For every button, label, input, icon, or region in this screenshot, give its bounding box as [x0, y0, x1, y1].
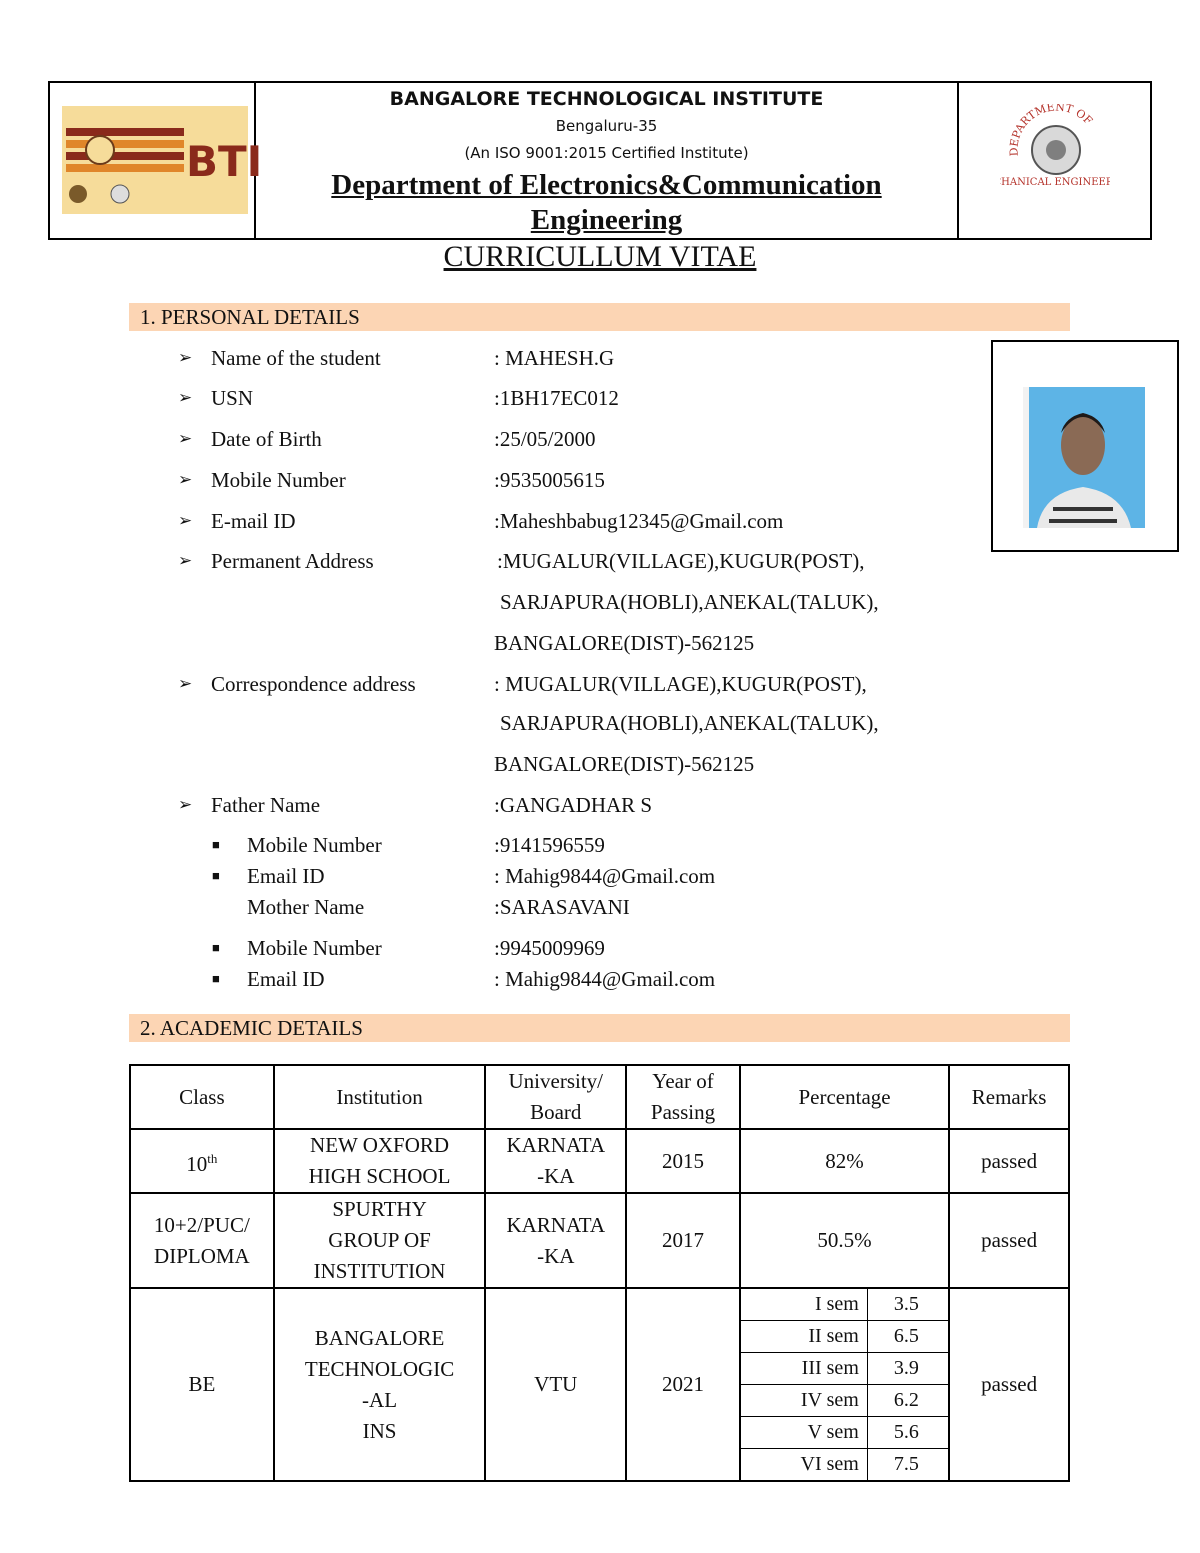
square-bullet-icon: ■: [212, 837, 220, 852]
mother-name-value: :SARASAVANI: [494, 895, 630, 919]
semester-row: [741, 1449, 948, 1481]
semester-value: 6.5: [867, 1321, 948, 1353]
class-superscript: th: [207, 1150, 218, 1166]
class-cell: BE: [130, 1288, 274, 1481]
mother-mobile-value: :9945009969: [494, 936, 605, 960]
semester-name: II sem: [741, 1321, 868, 1353]
academic-section-title: 2. ACADEMIC DETAILS: [140, 1016, 363, 1040]
permanent-address-line1: :MUGALUR(VILLAGE),KUGUR(POST),: [497, 549, 865, 573]
seal-text-top: DEPARTMENT OF: [1007, 104, 1096, 157]
square-bullet-icon: ■: [212, 868, 220, 883]
header-year-line1: Year of: [652, 1069, 714, 1093]
header-year: [626, 1065, 740, 1129]
student-photo-graphic: [1023, 387, 1145, 528]
arrow-bullet-icon: ➢: [178, 674, 193, 693]
dob-value: :25/05/2000: [494, 427, 596, 451]
board-line: -KA: [537, 1243, 575, 1268]
semester-row: [741, 1289, 948, 1321]
institution-line: GROUP OF: [328, 1228, 431, 1252]
table-row: [130, 1193, 1069, 1288]
remarks-cell: passed: [949, 1129, 1069, 1193]
institution-cell: [274, 1193, 486, 1288]
semester-value: 6.2: [867, 1385, 948, 1417]
semester-value: 3.5: [867, 1289, 948, 1321]
class-line: 10+2/PUC/: [153, 1212, 250, 1237]
permanent-address-line3: BANGALORE(DIST)-562125: [494, 631, 755, 655]
department-seal-graphic: [1000, 104, 1110, 204]
father-email-value: : Mahig9844@Gmail.com: [494, 864, 716, 888]
semester-name: VI sem: [741, 1449, 868, 1481]
semester-row: [741, 1321, 948, 1353]
board-line: KARNATA: [506, 1212, 606, 1237]
arrow-bullet-icon: ➢: [178, 795, 193, 814]
usn-label: USN: [211, 386, 254, 410]
institution-line: NEW OXFORD: [310, 1133, 450, 1157]
academic-table: [129, 1064, 1070, 1482]
year-cell: 2015: [626, 1129, 740, 1193]
department-seal: [1000, 104, 1110, 204]
name-value: : MAHESH.G: [494, 346, 615, 370]
permanent-address-label: Permanent Address: [211, 549, 374, 573]
table-row: [130, 1129, 1069, 1193]
semester-cell: [740, 1288, 949, 1481]
correspondence-address-line3: BANGALORE(DIST)-562125: [494, 752, 755, 776]
correspondence-address-line2: SARJAPURA(HOBLI),ANEKAL(TALUK),: [500, 711, 879, 735]
board-cell: VTU: [485, 1288, 626, 1481]
arrow-bullet-icon: ➢: [178, 511, 193, 530]
arrow-bullet-icon: ➢: [178, 429, 193, 448]
board-cell: [485, 1129, 626, 1193]
semester-table: [741, 1289, 948, 1480]
class-value: 10: [186, 1151, 208, 1176]
dob-label: Date of Birth: [211, 427, 322, 451]
institution-line: INS: [362, 1418, 397, 1443]
department-title-line2: Engineering: [530, 204, 683, 236]
header-year-line2: Passing: [650, 1100, 716, 1124]
institution-line: INSTITUTION: [313, 1259, 446, 1283]
department-title-line1: Department of Electronics&Communication: [331, 169, 882, 201]
mobile-value: :9535005615: [494, 468, 605, 492]
square-bullet-icon: ■: [212, 940, 220, 955]
institution-line: TECHNOLOGIC: [304, 1356, 455, 1381]
father-name-value: :GANGADHAR S: [494, 793, 653, 817]
bti-logo: [62, 106, 263, 214]
table-header-row: [130, 1065, 1069, 1129]
board-line: KARNATA: [506, 1133, 606, 1157]
semester-value: 5.6: [867, 1417, 948, 1449]
bti-logo-text: BTI: [186, 137, 263, 186]
semester-value: 3.9: [867, 1353, 948, 1385]
board-cell: [485, 1193, 626, 1288]
semester-row: [741, 1417, 948, 1449]
institute-name: BANGALORE TECHNOLOGICAL INSTITUTE: [389, 88, 824, 110]
semester-name: I sem: [741, 1289, 868, 1321]
seal-text-bottom: HANICAL ENGINEER: [1001, 177, 1110, 188]
correspondence-address-label: Correspondence address: [211, 672, 416, 696]
class-line: DIPLOMA: [154, 1243, 250, 1268]
header-institution: Institution: [274, 1065, 486, 1129]
usn-value: :1BH17EC012: [494, 386, 619, 410]
header-remarks: Remarks: [949, 1065, 1069, 1129]
father-email-label: Email ID: [247, 864, 325, 888]
header-class: Class: [130, 1065, 274, 1129]
header-percentage: Percentage: [740, 1065, 949, 1129]
mother-email-label: Email ID: [247, 967, 325, 991]
email-value: :Maheshbabug12345@Gmail.com: [494, 509, 784, 533]
cv-title: CURRICULLUM VITAE: [443, 240, 757, 273]
name-label: Name of the student: [211, 346, 381, 370]
semester-row: [741, 1385, 948, 1417]
correspondence-address-line1: : MUGALUR(VILLAGE),KUGUR(POST),: [494, 672, 867, 696]
class-cell: [130, 1129, 274, 1193]
header-board-line1: University/: [508, 1069, 604, 1093]
remarks-cell: passed: [949, 1288, 1069, 1481]
semester-value: 7.5: [893, 1453, 919, 1475]
bti-logo-graphic: [62, 106, 263, 214]
year-cell: 2021: [626, 1288, 740, 1481]
student-photo: [1023, 387, 1145, 528]
arrow-bullet-icon: ➢: [178, 551, 193, 570]
email-label: E-mail ID: [211, 509, 296, 533]
percentage-cell: 82%: [740, 1129, 949, 1193]
percentage-cell: 50.5%: [740, 1193, 949, 1288]
department-title: [256, 168, 957, 238]
institution-line: BANGALORE: [314, 1325, 445, 1350]
institute-city: Bengaluru-35: [555, 117, 658, 135]
institute-certification: (An ISO 9001:2015 Certified Institute): [464, 144, 749, 162]
institution-line: -AL: [362, 1387, 398, 1412]
table-row: [130, 1288, 1069, 1481]
header-board-line2: Board: [530, 1100, 582, 1124]
class-cell: [130, 1193, 274, 1288]
semester-name: V sem: [741, 1417, 868, 1449]
mother-name-label: Mother Name: [247, 895, 365, 919]
mobile-label: Mobile Number: [211, 468, 346, 492]
arrow-bullet-icon: ➢: [178, 470, 193, 489]
year-cell: 2017: [626, 1193, 740, 1288]
father-mobile-label: Mobile Number: [247, 833, 382, 857]
institution-cell: [274, 1288, 486, 1481]
personal-section-title: 1. PERSONAL DETAILS: [140, 305, 360, 329]
father-name-label: Father Name: [211, 793, 321, 817]
institution-line: SPURTHY: [332, 1197, 427, 1221]
semester-name: IV sem: [741, 1385, 868, 1417]
institution-cell: [274, 1129, 486, 1193]
remarks-cell: passed: [949, 1193, 1069, 1288]
header-board: [485, 1065, 626, 1129]
semester-row: [741, 1353, 948, 1385]
square-bullet-icon: ■: [212, 971, 220, 986]
father-mobile-value: :9141596559: [494, 833, 605, 857]
header-divider: [957, 81, 959, 240]
mother-email-value: : Mahig9844@Gmail.com: [494, 967, 716, 991]
arrow-bullet-icon: ➢: [178, 348, 193, 367]
board-line: -KA: [537, 1164, 575, 1188]
mother-mobile-label: Mobile Number: [247, 936, 382, 960]
semester-name: III sem: [741, 1353, 868, 1385]
institution-line: HIGH SCHOOL: [308, 1164, 451, 1188]
permanent-address-line2: SARJAPURA(HOBLI),ANEKAL(TALUK),: [500, 590, 879, 614]
arrow-bullet-icon: ➢: [178, 388, 193, 407]
